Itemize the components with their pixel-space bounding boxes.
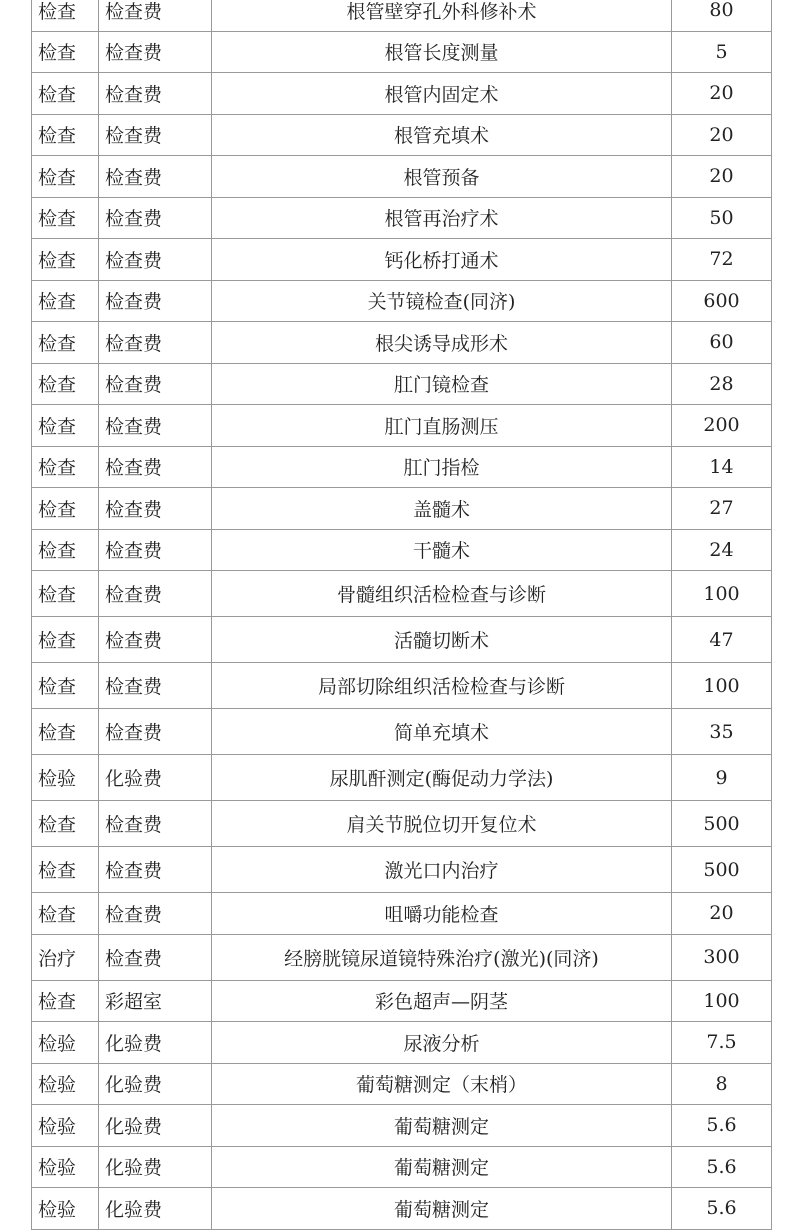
price-cell: 600 — [672, 280, 772, 322]
item-name-cell: 关节镜检查(同济) — [212, 280, 672, 322]
fee-type-cell: 化验费 — [99, 1063, 212, 1105]
table-row — [32, 0, 772, 31]
category-cell: 检查 — [32, 363, 99, 405]
table-row — [32, 709, 772, 755]
category-cell: 检验 — [32, 1146, 99, 1188]
fee-type-cell: 检查费 — [99, 571, 212, 617]
item-name-cell: 激光口内治疗 — [212, 847, 672, 893]
table-row — [32, 980, 772, 1022]
table-row — [32, 239, 772, 281]
fee-table-body — [32, 0, 772, 1229]
fee-type-cell: 检查费 — [99, 197, 212, 239]
fee-type-cell: 检查费 — [99, 801, 212, 847]
price-cell: 20 — [672, 114, 772, 156]
item-name-cell: 简单充填术 — [212, 709, 672, 755]
category-cell: 检验 — [32, 1063, 99, 1105]
category-cell: 检查 — [32, 488, 99, 530]
category-cell: 检查 — [32, 893, 99, 935]
item-name-cell: 盖髓术 — [212, 488, 672, 530]
fee-type-cell: 化验费 — [99, 755, 212, 801]
table-row — [32, 31, 772, 73]
fee-type-cell: 检查费 — [99, 529, 212, 571]
category-cell: 检查 — [32, 31, 99, 73]
table-row — [32, 893, 772, 935]
item-name-cell: 根尖诱导成形术 — [212, 322, 672, 364]
price-cell: 20 — [672, 73, 772, 115]
price-cell: 35 — [672, 709, 772, 755]
item-name-cell: 活髓切断术 — [212, 617, 672, 663]
item-name-cell: 葡萄糖测定 — [212, 1105, 672, 1147]
table-row — [32, 755, 772, 801]
table-row — [32, 322, 772, 364]
item-name-cell: 肩关节脱位切开复位术 — [212, 801, 672, 847]
table-row — [32, 1105, 772, 1147]
category-cell: 检查 — [32, 801, 99, 847]
price-cell: 50 — [672, 197, 772, 239]
fee-type-cell: 检查费 — [99, 0, 212, 31]
item-name-cell: 根管壁穿孔外科修补术 — [212, 0, 672, 31]
fee-type-cell: 检查费 — [99, 156, 212, 198]
price-cell: 7.5 — [672, 1022, 772, 1064]
price-cell: 80 — [672, 0, 772, 31]
category-cell: 检查 — [32, 239, 99, 281]
price-cell: 300 — [672, 934, 772, 980]
fee-type-cell: 检查费 — [99, 239, 212, 281]
item-name-cell: 葡萄糖测定（末梢） — [212, 1063, 672, 1105]
fee-type-cell: 检查费 — [99, 617, 212, 663]
price-cell: 200 — [672, 405, 772, 447]
price-cell: 60 — [672, 322, 772, 364]
category-cell: 检查 — [32, 617, 99, 663]
fee-type-cell: 化验费 — [99, 1146, 212, 1188]
table-row — [32, 934, 772, 980]
item-name-cell: 经膀胱镜尿道镜特殊治疗(激光)(同济) — [212, 934, 672, 980]
item-name-cell: 钙化桥打通术 — [212, 239, 672, 281]
item-name-cell: 根管长度测量 — [212, 31, 672, 73]
category-cell: 检查 — [32, 709, 99, 755]
fee-type-cell: 检查费 — [99, 114, 212, 156]
item-name-cell: 肛门指检 — [212, 446, 672, 488]
table-row — [32, 488, 772, 530]
fee-table — [31, 0, 772, 1230]
price-cell: 100 — [672, 980, 772, 1022]
item-name-cell: 咀嚼功能检查 — [212, 893, 672, 935]
price-cell: 8 — [672, 1063, 772, 1105]
category-cell: 检查 — [32, 280, 99, 322]
fee-type-cell: 检查费 — [99, 322, 212, 364]
item-name-cell: 肛门直肠测压 — [212, 405, 672, 447]
item-name-cell: 葡萄糖测定 — [212, 1188, 672, 1230]
category-cell: 检查 — [32, 114, 99, 156]
category-cell: 检查 — [32, 322, 99, 364]
fee-type-cell: 检查费 — [99, 663, 212, 709]
table-row — [32, 1063, 772, 1105]
category-cell: 检查 — [32, 980, 99, 1022]
price-cell: 5.6 — [672, 1105, 772, 1147]
price-cell: 5.6 — [672, 1146, 772, 1188]
fee-type-cell: 化验费 — [99, 1188, 212, 1230]
price-cell: 20 — [672, 893, 772, 935]
price-cell: 24 — [672, 529, 772, 571]
price-cell: 500 — [672, 847, 772, 893]
category-cell: 检查 — [32, 197, 99, 239]
table-row — [32, 114, 772, 156]
category-cell: 检查 — [32, 156, 99, 198]
item-name-cell: 尿液分析 — [212, 1022, 672, 1064]
item-name-cell: 根管充填术 — [212, 114, 672, 156]
item-name-cell: 根管内固定术 — [212, 73, 672, 115]
table-row — [32, 73, 772, 115]
category-cell: 检查 — [32, 663, 99, 709]
fee-type-cell: 彩超室 — [99, 980, 212, 1022]
item-name-cell: 肛门镜检查 — [212, 363, 672, 405]
item-name-cell: 葡萄糖测定 — [212, 1146, 672, 1188]
table-row — [32, 197, 772, 239]
price-cell: 9 — [672, 755, 772, 801]
category-cell: 检查 — [32, 847, 99, 893]
table-row — [32, 363, 772, 405]
fee-type-cell: 检查费 — [99, 446, 212, 488]
table-row — [32, 801, 772, 847]
table-row — [32, 446, 772, 488]
table-row — [32, 847, 772, 893]
price-cell: 47 — [672, 617, 772, 663]
fee-type-cell: 检查费 — [99, 934, 212, 980]
item-name-cell: 骨髓组织活检检查与诊断 — [212, 571, 672, 617]
category-cell: 治疗 — [32, 934, 99, 980]
price-cell: 100 — [672, 663, 772, 709]
table-row — [32, 1022, 772, 1064]
item-name-cell: 根管预备 — [212, 156, 672, 198]
price-cell: 28 — [672, 363, 772, 405]
table-row — [32, 663, 772, 709]
fee-type-cell: 检查费 — [99, 31, 212, 73]
category-cell: 检查 — [32, 405, 99, 447]
fee-type-cell: 检查费 — [99, 847, 212, 893]
category-cell: 检查 — [32, 446, 99, 488]
category-cell: 检查 — [32, 571, 99, 617]
table-row — [32, 156, 772, 198]
price-cell: 14 — [672, 446, 772, 488]
price-cell: 20 — [672, 156, 772, 198]
fee-type-cell: 检查费 — [99, 709, 212, 755]
category-cell: 检验 — [32, 755, 99, 801]
fee-type-cell: 检查费 — [99, 363, 212, 405]
item-name-cell: 局部切除组织活检检查与诊断 — [212, 663, 672, 709]
category-cell: 检查 — [32, 73, 99, 115]
fee-type-cell: 检查费 — [99, 280, 212, 322]
fee-type-cell: 检查费 — [99, 73, 212, 115]
item-name-cell: 彩色超声—阴茎 — [212, 980, 672, 1022]
table-row — [32, 529, 772, 571]
category-cell: 检验 — [32, 1105, 99, 1147]
fee-type-cell: 检查费 — [99, 893, 212, 935]
fee-type-cell: 检查费 — [99, 488, 212, 530]
item-name-cell: 根管再治疗术 — [212, 197, 672, 239]
category-cell: 检验 — [32, 1022, 99, 1064]
price-cell: 27 — [672, 488, 772, 530]
table-row — [32, 1188, 772, 1230]
price-cell: 5 — [672, 31, 772, 73]
fee-type-cell: 化验费 — [99, 1022, 212, 1064]
item-name-cell: 干髓术 — [212, 529, 672, 571]
price-cell: 100 — [672, 571, 772, 617]
category-cell: 检查 — [32, 529, 99, 571]
table-row — [32, 280, 772, 322]
fee-type-cell: 检查费 — [99, 405, 212, 447]
table-row — [32, 1146, 772, 1188]
item-name-cell: 尿肌酐测定(酶促动力学法) — [212, 755, 672, 801]
category-cell: 检验 — [32, 1188, 99, 1230]
price-cell: 72 — [672, 239, 772, 281]
table-row — [32, 405, 772, 447]
table-row — [32, 571, 772, 617]
fee-type-cell: 化验费 — [99, 1105, 212, 1147]
price-cell: 500 — [672, 801, 772, 847]
price-cell: 5.6 — [672, 1188, 772, 1230]
table-row — [32, 617, 772, 663]
category-cell: 检查 — [32, 0, 99, 31]
